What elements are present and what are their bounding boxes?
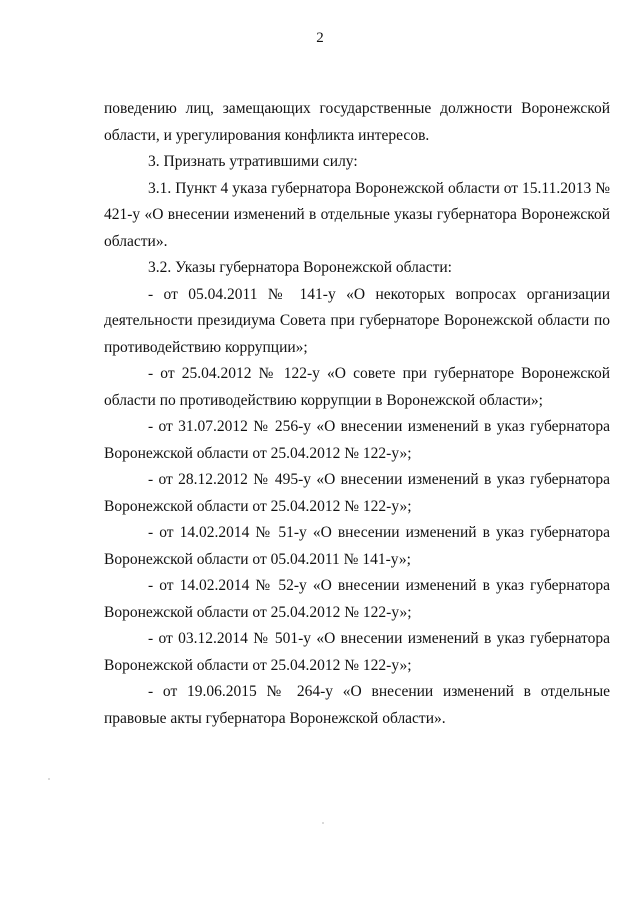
scan-speck [48,778,50,780]
list-item-decree-141: - от 05.04.2011 № 141-у «О некоторых вопросах организации деятельности президиума Совета при губернаторе Воронежской области по противодействию коррупции»; [104,285,610,356]
scan-speck [322,822,324,824]
document-body [104,96,610,732]
page-number: 2 [316,30,324,46]
list-item-decree-256: - от 31.07.2012 № 256-у «О внесении изменений в указ губернатора Воронежской области от 25.04.2012 № 122-у»; [104,418,610,462]
list-item-decree-52: - от 14.02.2014 № 52-у «О внесении изменений в указ губернатора Воронежской области от 25.04.2012 № 122-у»; [104,577,610,621]
list-item-decree-51: - от 14.02.2014 № 51-у «О внесении изменений в указ губернатора Воронежской области от 05.04.2011 № 141-у»; [104,524,610,568]
list-item-decree-501: - от 03.12.2014 № 501-у «О внесении изменений в указ губернатора Воронежской области от 25.04.2012 № 122-у»; [104,630,610,674]
paragraph-clause-3: 3. Признать утратившими силу: [148,153,358,170]
paragraph-clause-3-2: 3.2. Указы губернатора Воронежской области: [148,259,452,276]
paragraph-clause-3-1: 3.1. Пункт 4 указа губернатора Воронежской области от 15.11.2013 № 421-у «О внесении изменений в отдельные указы губернатора Воронежской области». [104,179,610,250]
list-item-decree-122: - от 25.04.2012 № 122-у «О совете при губернаторе Воронежской области по противодействию коррупции в Воронежской области»; [104,365,610,409]
list-item-decree-495: - от 28.12.2012 № 495-у «О внесении изменений в указ губернатора Воронежской области от 25.04.2012 № 122-у»; [104,471,610,515]
paragraph-continuation: поведению лиц, замещающих государственные должности Воронежской области, и урегулирования конфликта интересов. [104,100,610,144]
list-item-decree-264: - от 19.06.2015 № 264-у «О внесении изменений в отдельные правовые акты губернатора Воронежской области». [104,683,610,727]
